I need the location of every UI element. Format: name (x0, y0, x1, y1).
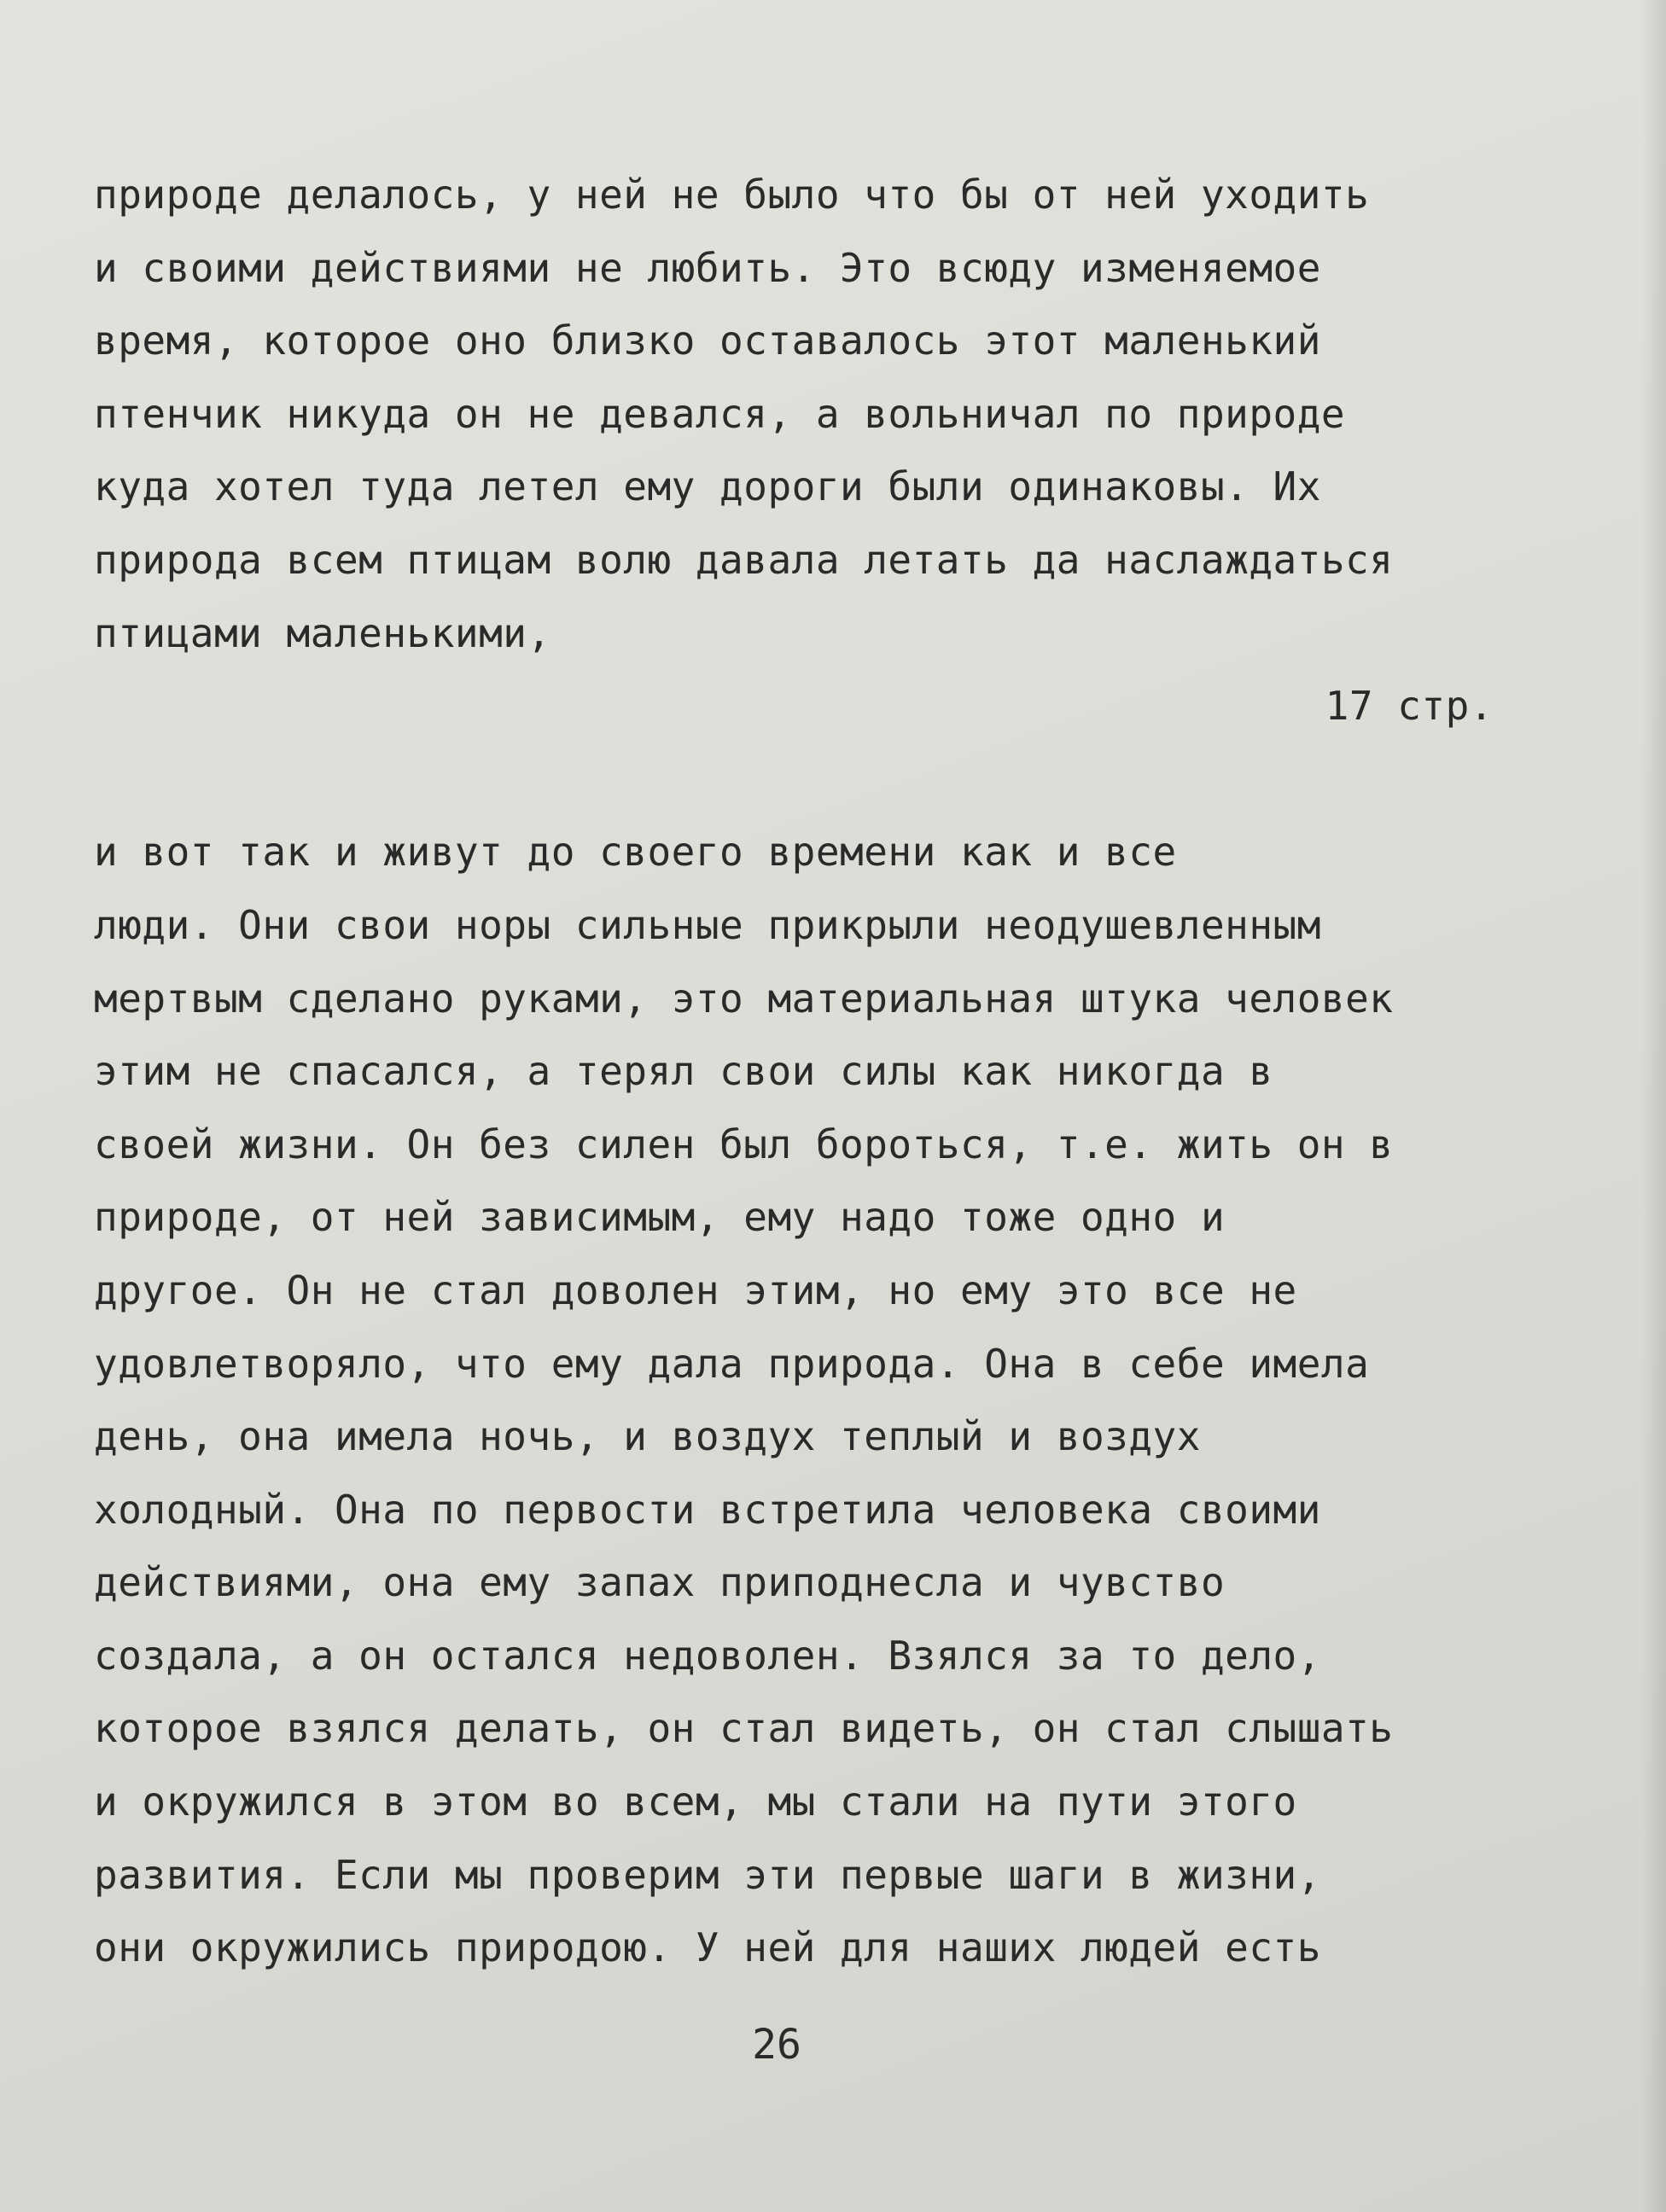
text-line: и своими действиями не любить. Это всюду изменяемое (94, 244, 1321, 291)
text-line: создала, а он остался недоволен. Взялся за то дело, (94, 1632, 1321, 1679)
text-line: удовлетворяло, что ему дала природа. Она в себе имела (94, 1340, 1370, 1387)
text-line: развития. Если мы проверим эти первые шаги в жизни, (94, 1851, 1321, 1898)
text-line: действиями, она ему запах приподнесла и чувство (94, 1559, 1226, 1606)
typewritten-text (94, 159, 1502, 1985)
text-line: день, она имела ночь, и воздух теплый и воздух (94, 1413, 1201, 1460)
text-line: которое взялся делать, он стал видеть, он стал слышать (94, 1705, 1394, 1752)
paragraph-spacer (94, 743, 1502, 817)
text-line: холодный. Она по первости встретила человека своими (94, 1486, 1321, 1533)
page-number: 26 (752, 2021, 801, 2069)
text-line: и вот так и живут до своего времени как и все (94, 829, 1177, 876)
text-line: мертвым сделано руками, это материальная штука человек (94, 975, 1394, 1022)
text-line: другое. Он не стал доволен этим, но ему это все не (94, 1266, 1297, 1313)
section-marker: 17 стр. (1325, 683, 1494, 730)
paragraph-2 (94, 816, 1502, 1985)
text-line: время, которое оно близко оставалось этот маленький (94, 317, 1321, 364)
text-line: этим не спасался, а терял свои силы как никогда в (94, 1048, 1273, 1095)
sheet-edge-shadow (1642, 0, 1666, 2212)
paragraph-1 (94, 159, 1502, 670)
text-line: природе, от ней зависимым, ему надо тоже одно и (94, 1194, 1226, 1241)
text-line: природа всем птицам волю давала летать да наслаждаться (94, 536, 1394, 583)
text-line: птенчик никуда он не девался, а вольничал по природе (94, 390, 1346, 437)
text-line: и окружился в этом во всем, мы стали на пути этого (94, 1778, 1297, 1825)
text-line: своей жизни. Он без силен был бороться, т.е. жить он в (94, 1121, 1394, 1167)
text-line: птицами маленькими, (94, 609, 551, 656)
text-line: куда хотел туда летел ему дороги были одинаковы. Их (94, 463, 1321, 510)
text-line: люди. Они свои норы сильные прикрыли неодушевленным (94, 901, 1321, 948)
text-line: природе делалось, у ней не было что бы от ней уходить (94, 172, 1370, 218)
text-line: они окружились природою. У ней для наших людей есть (94, 1924, 1321, 1971)
